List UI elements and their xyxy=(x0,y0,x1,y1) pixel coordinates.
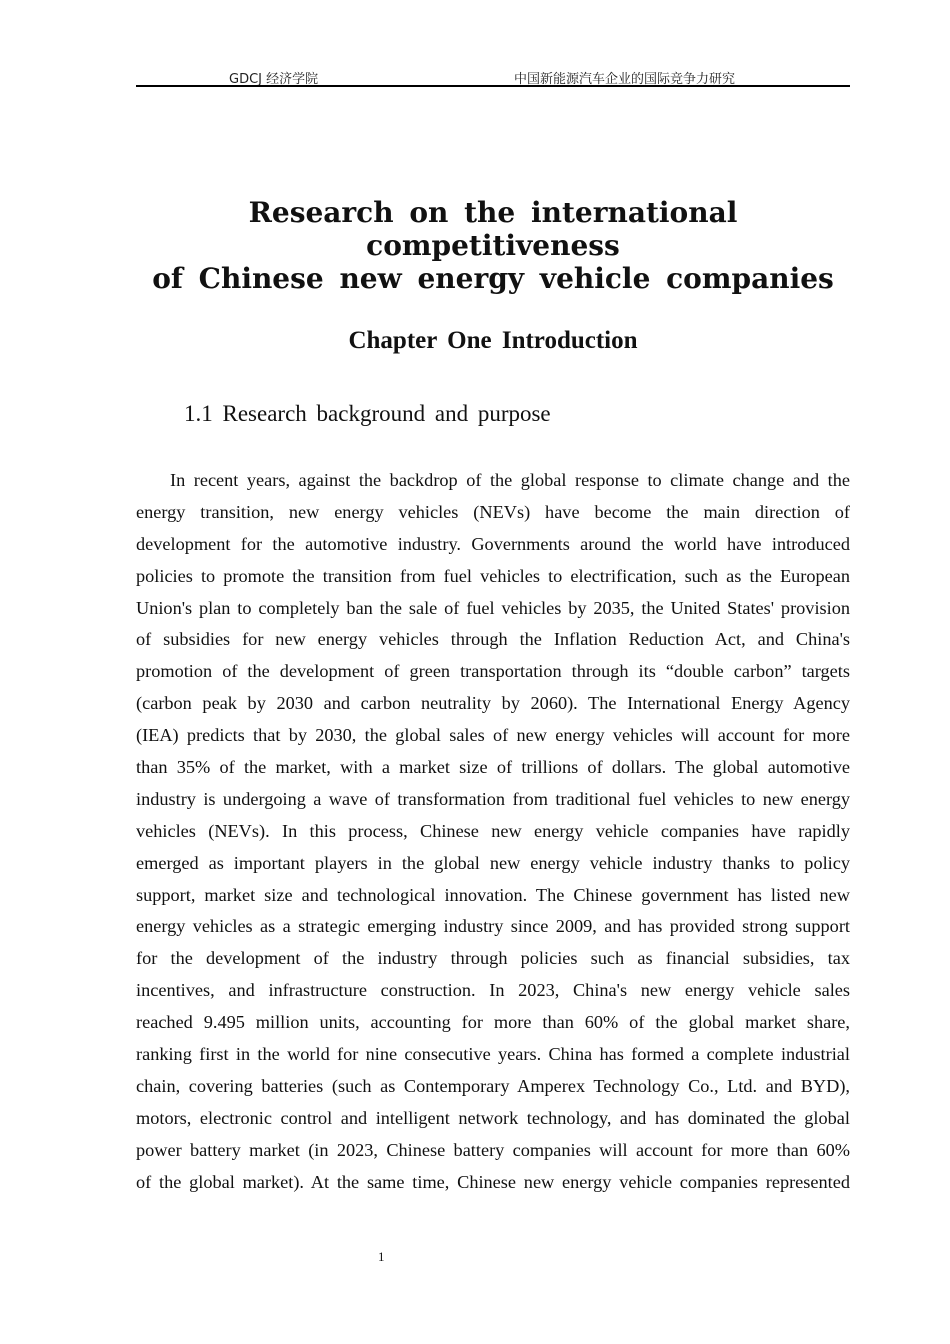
header-rule xyxy=(136,85,850,87)
body-line: energy transition, new energy vehicles (NEVs) have become the main direction of xyxy=(136,501,850,522)
page-number: 1 xyxy=(378,1249,385,1264)
body-line: support, market size and technological innovation. The Chinese government has listed new xyxy=(136,884,850,905)
body-line: vehicles (NEVs). In this process, Chinese new energy vehicle companies have rapidly xyxy=(136,820,850,841)
header-right: 中国新能源汽车企业的国际竞争力研究 xyxy=(514,72,736,87)
body-line: than 35% of the market, with a market size of trillions of dollars. The global automotive xyxy=(136,757,850,778)
body-line: of the global market). At the same time, Chinese new energy vehicle companies represented xyxy=(136,1171,850,1192)
title-line: of Chinese new energy vehicle companies xyxy=(152,262,834,295)
body-line: emerged as important players in the global new energy vehicle industry thanks to policy xyxy=(136,852,850,873)
body-line: In recent years, against the backdrop of the global response to climate change and the xyxy=(170,470,850,490)
body-line: Union's plan to completely ban the sale of fuel vehicles by 2035, the United States' provision xyxy=(136,597,850,618)
section-heading: 1.1 Research background and purpose xyxy=(184,401,551,426)
body-line: development for the automotive industry. Governments around the world have introduced xyxy=(136,533,850,554)
body-line: incentives, and infrastructure construction. In 2023, China's new energy vehicle sales xyxy=(136,980,850,1001)
body-line: promotion of the development of green transportation through its “double carbon” targets xyxy=(136,661,850,682)
body-line: ranking first in the world for nine consecutive years. China has formed a complete industrial xyxy=(136,1044,850,1065)
body-line: policies to promote the transition from fuel vehicles to electrification, such as the European xyxy=(136,565,850,586)
body-line: (IEA) predicts that by 2030, the global sales of new energy vehicles will account for more xyxy=(136,725,850,746)
document-title xyxy=(120,196,866,295)
body-line: for the development of the industry through policies such as financial subsidies, tax xyxy=(136,948,850,969)
chapter-heading: Chapter One Introduction xyxy=(348,327,638,354)
header-left: GDCJ 经济学院 xyxy=(229,72,319,87)
body-line: chain, covering batteries (such as Contemporary Amperex Technology Co., Ltd. and BYD), xyxy=(136,1075,850,1096)
body-line: (carbon peak by 2030 and carbon neutrality by 2060). The International Energy Agency xyxy=(136,693,850,714)
body-line: power battery market (in 2023, Chinese battery companies will account for more than 60% xyxy=(136,1139,850,1160)
body-line: energy vehicles as a strategic emerging industry since 2009, and has provided strong support xyxy=(136,916,850,937)
body-line: motors, electronic control and intelligent network technology, and has dominated the global xyxy=(136,1107,850,1128)
body-paragraph xyxy=(136,467,850,1200)
body-line: industry is undergoing a wave of transformation from traditional fuel vehicles to new energy xyxy=(136,788,850,809)
body-line: reached 9.495 million units, accounting for more than 60% of the global market share, xyxy=(136,1012,850,1033)
title-line: Research on the international competitiveness xyxy=(248,196,738,262)
body-line: of subsidies for new energy vehicles through the Inflation Reduction Act, and China's xyxy=(136,629,850,650)
